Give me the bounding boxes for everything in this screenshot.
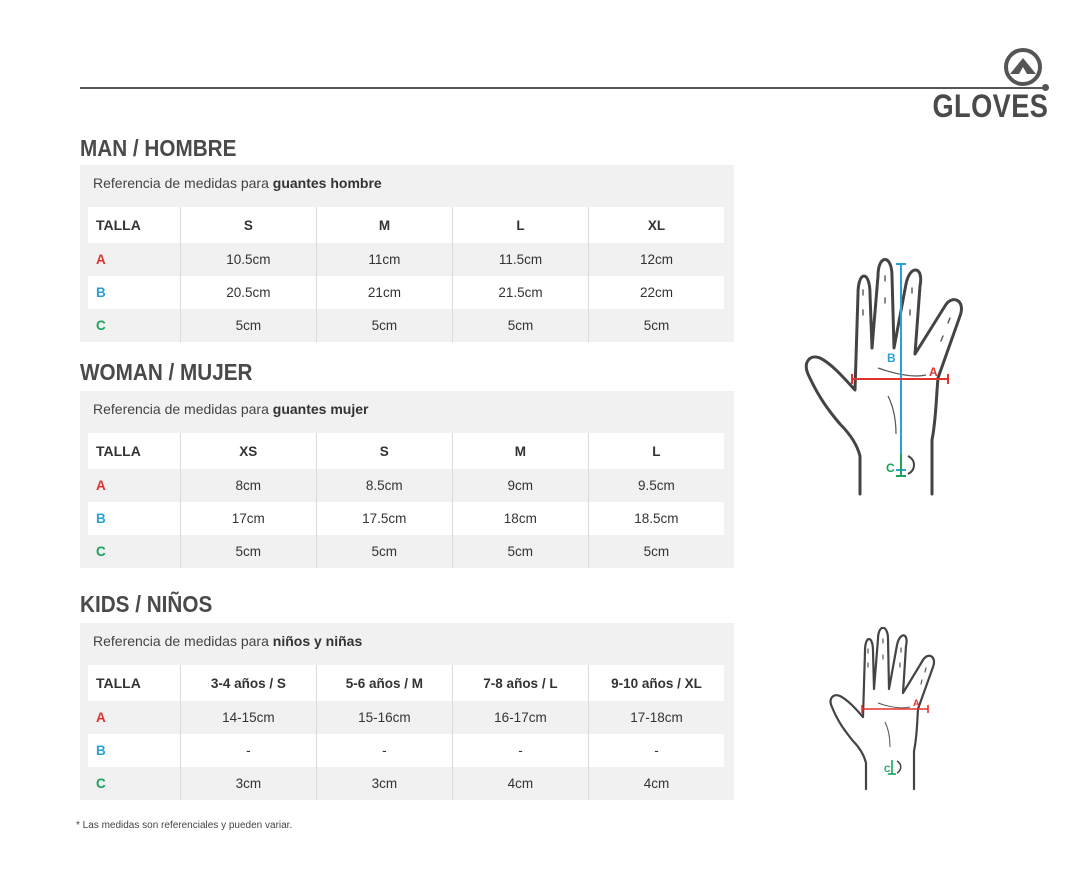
table-header-row (88, 207, 724, 243)
header-cell: 7-8 años / L (452, 665, 588, 701)
header-cell: TALLA (88, 665, 180, 701)
panel-subtitle: Referencia de medidas para guantes hombre (93, 175, 382, 191)
table-cell: 18cm (452, 502, 588, 535)
table-cell: 8cm (180, 469, 316, 502)
table-cell: 4cm (452, 767, 588, 800)
table-row (88, 734, 724, 767)
table-row (88, 276, 724, 309)
kids-hand-measure-diagram-icon (826, 627, 944, 793)
header-cell: M (317, 207, 453, 243)
header-cell: TALLA (88, 433, 180, 469)
table-cell: 5cm (452, 309, 588, 342)
table-cell: 5cm (180, 535, 316, 568)
header-cell: XL (589, 207, 724, 243)
table-cell: 5cm (588, 535, 724, 568)
table-row (88, 309, 724, 342)
table-cell: 5cm (317, 309, 453, 342)
header-cell: S (316, 433, 452, 469)
table-cell: 22cm (589, 276, 724, 309)
row-label: C (96, 776, 106, 791)
mountain-logo-icon (1003, 47, 1043, 87)
table-row (88, 469, 724, 502)
table-row (88, 243, 724, 276)
header-cell: TALLA (88, 207, 180, 243)
table-cell: 18.5cm (588, 502, 724, 535)
diagram-label-c: C (886, 461, 895, 475)
row-label: C (96, 318, 106, 333)
header-cell: L (588, 433, 724, 469)
size-table-kids (88, 665, 724, 800)
table-cell: - (180, 734, 316, 767)
table-header-row (88, 665, 724, 701)
table-cell: 16-17cm (452, 701, 588, 734)
header-rule (80, 87, 1045, 89)
table-cell: 17-18cm (588, 701, 724, 734)
kids-diagram-label-a: A (913, 698, 920, 708)
row-label: A (96, 710, 106, 725)
table-cell: 5cm (180, 309, 316, 342)
table-cell: 14-15cm (180, 701, 316, 734)
size-table-man (88, 207, 724, 342)
table-row (88, 535, 724, 568)
row-label: C (96, 544, 106, 559)
table-row (88, 502, 724, 535)
table-cell: 12cm (589, 243, 724, 276)
row-label: A (96, 478, 106, 493)
table-header-row (88, 433, 724, 469)
table-cell: 11.5cm (452, 243, 588, 276)
size-panel-man (80, 165, 734, 342)
section-title-man: MAN / HOMBRE (80, 135, 237, 161)
table-cell: - (316, 734, 452, 767)
table-cell: 17.5cm (316, 502, 452, 535)
table-cell: 20.5cm (180, 276, 316, 309)
header-cell: S (180, 207, 316, 243)
hand-measure-diagram-icon (800, 258, 970, 500)
size-panel-kids (80, 623, 734, 800)
table-cell: 15-16cm (316, 701, 452, 734)
row-label: B (88, 276, 180, 309)
table-cell: 4cm (588, 767, 724, 800)
header-cell: M (452, 433, 588, 469)
row-label: B (88, 734, 180, 767)
table-cell: 3cm (180, 767, 316, 800)
table-cell: 5cm (589, 309, 724, 342)
table-cell: 11cm (317, 243, 453, 276)
table-cell: - (452, 734, 588, 767)
header-cell: XS (180, 433, 316, 469)
table-cell: 3cm (316, 767, 452, 800)
diagram-label-a: A (929, 365, 938, 379)
table-cell: 9.5cm (588, 469, 724, 502)
header-cell: 3-4 años / S (180, 665, 316, 701)
header-cell: 5-6 años / M (316, 665, 452, 701)
diagram-label-b: B (887, 351, 896, 365)
size-table-woman (88, 433, 724, 568)
table-row (88, 767, 724, 800)
size-panel-woman (80, 391, 734, 568)
table-cell: 21.5cm (452, 276, 588, 309)
header-cell: L (452, 207, 588, 243)
panel-subtitle: Referencia de medidas para niños y niñas (93, 633, 363, 649)
panel-subtitle: Referencia de medidas para guantes mujer (93, 401, 369, 417)
table-cell: 8.5cm (316, 469, 452, 502)
table-cell: 5cm (316, 535, 452, 568)
brand-title: GLOVES (932, 88, 1048, 124)
table-cell: 5cm (452, 535, 588, 568)
table-row (88, 701, 724, 734)
row-label: A (96, 252, 106, 267)
table-cell: 10.5cm (180, 243, 316, 276)
section-title-kids: KIDS / NIÑOS (80, 591, 213, 617)
table-cell: - (588, 734, 724, 767)
header-cell: 9-10 años / XL (588, 665, 724, 701)
table-cell: 17cm (180, 502, 316, 535)
table-cell: 21cm (317, 276, 453, 309)
row-label: B (88, 502, 180, 535)
kids-diagram-label-c: C (884, 764, 891, 774)
footnote: * Las medidas son referenciales y pueden variar. (76, 820, 293, 831)
table-cell: 9cm (452, 469, 588, 502)
section-title-woman: WOMAN / MUJER (80, 359, 253, 385)
